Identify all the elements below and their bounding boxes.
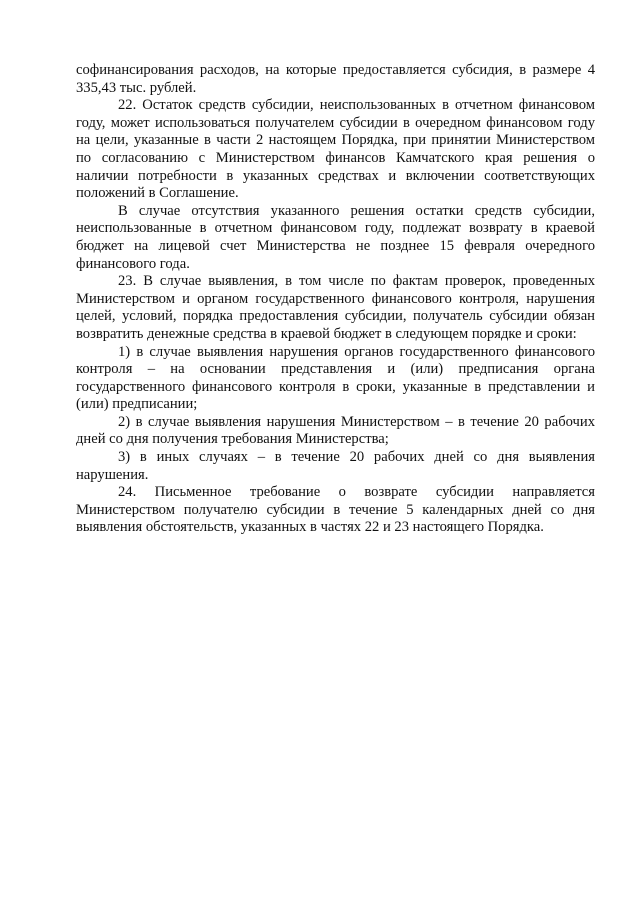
document-page — [76, 62, 595, 537]
paragraph-23-item-2: 2) в случае выявления нарушения Министерством – в течение 20 рабочих дней со дня получения требования Министерства; — [76, 413, 595, 448]
paragraph-23-item-3: 3) в иных случаях – в течение 20 рабочих дней со дня выявления нарушения. — [76, 449, 595, 483]
paragraph-continuation: софинансирования расходов, на которые предоставляется субсидия, в размере 4 335,43 тыс. рублей. — [76, 62, 595, 96]
paragraph-23: 23. В случае выявления, в том числе по фактам проверок, проведенных Министерством и органом государственного финансового контроля, нарушения целей, условий, порядка предоставления субсидии, получатель субсидии обязан возвратить денежные средства в краевой бюджет в следующем порядке и сроки: — [76, 273, 595, 342]
paragraph-24: 24. Письменное требование о возврате субсидии направляется Министерством получателю субсидии в течение 5 календарных дней со дня выявления обстоятельств, указанных в частях 22 и 23 настоящего Порядка. — [76, 484, 595, 536]
paragraph-22-unused-remainder: В случае отсутствия указанного решения остатки средств субсидии, неиспользованные в отчетном финансовом году, подлежат возврату в краевой бюджет на лицевой счет Министерства не позднее 15 февраля очередного финансового года. — [76, 202, 595, 272]
paragraph-22: 22. Остаток средств субсидии, неиспользованных в отчетном финансовом году, может использоваться получателем субсидии в очередном финансовом году на цели, указанные в части 2 настоящем Порядка, при принятии Министерством по согласованию с Министерством финансов Камчатского края решения о наличии потребности в указанных средствах и включении соответствующих положений в Соглашение. — [76, 97, 595, 202]
paragraph-23-item-1: 1) в случае выявления нарушения органов государственного финансового контроля – на основании представления и (или) предписания органа государственного финансового контроля в сроки, указанные в представлении и (или) предписании; — [76, 343, 595, 413]
